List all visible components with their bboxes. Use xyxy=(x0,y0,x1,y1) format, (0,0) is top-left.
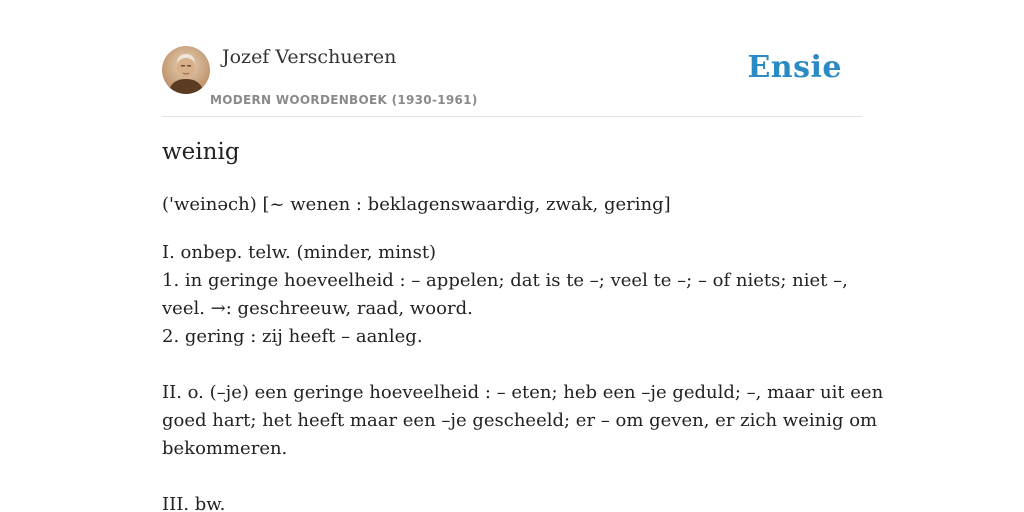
author-name[interactable]: Jozef Verschueren xyxy=(222,46,397,68)
definition-line: goed hart; het heeft maar een –je gescheeld; er – om geven, er zich weinig om xyxy=(162,410,878,431)
definition-blank-line xyxy=(162,463,862,491)
definition-line: III. bw. xyxy=(162,494,226,512)
entry-headword: weinig xyxy=(162,139,240,165)
definition-line: I. onbep. telw. (minder, minst) xyxy=(162,242,437,263)
definition-line: II. o. (–je) een geringe hoeveelheid : – eten; heb een –je geduld; –, maar uit een xyxy=(162,382,884,403)
entry-pronunciation: ('weinəch) [~ wenen : beklagenswaardig, zwak, gering] xyxy=(162,194,671,215)
ensie-logo[interactable]: Ensie xyxy=(747,50,842,85)
entry-definition xyxy=(162,239,884,512)
source-title[interactable]: MODERN WOORDENBOEK (1930-1961) xyxy=(210,93,478,107)
definition-line: veel. →: geschreeuw, raad, woord. xyxy=(162,298,473,319)
definition-line: 2. gering : zij heeft – aanleg. xyxy=(162,326,423,347)
definition-line: bekommeren. xyxy=(162,438,288,459)
definition-line: 1. in geringe hoeveelheid : – appelen; dat is te –; veel te –; – of niets; niet –, xyxy=(162,270,848,291)
entry-header xyxy=(162,46,862,117)
definition-blank-line xyxy=(162,351,862,379)
author-portrait-image xyxy=(162,46,210,94)
author-portrait-icon[interactable] xyxy=(162,46,210,94)
